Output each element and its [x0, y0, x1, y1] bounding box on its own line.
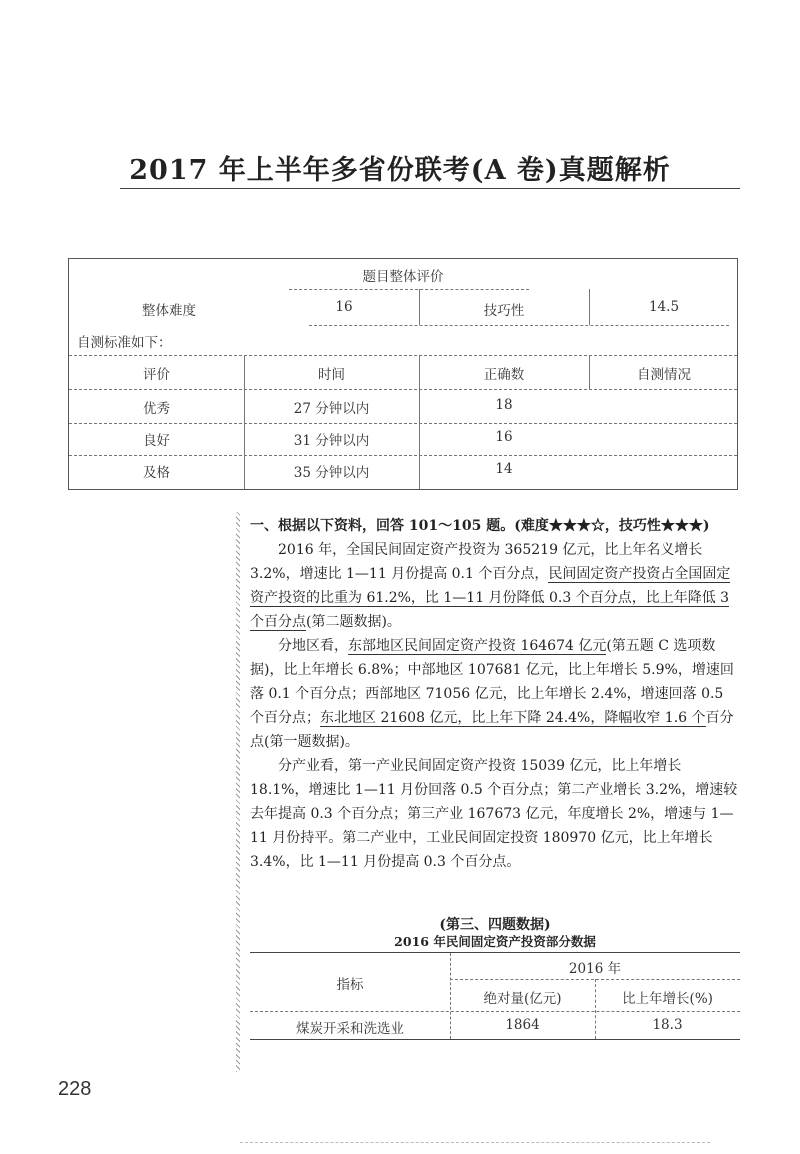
text-segment: 百分点(第一题数据)。: [250, 710, 734, 750]
text-segment: (第二题数据)。: [306, 614, 401, 630]
divider: [69, 389, 737, 390]
text-segment: 2016 年，全国民间固定资产投资为 365219 亿元，比上年名义增长 3.2%，增速比 1—11 月份提高 0.1 个百分点，: [250, 542, 703, 582]
col-time: 时间: [318, 367, 345, 383]
paragraph: [250, 538, 740, 634]
divider: [69, 355, 737, 356]
row-time: 27 分钟以内: [293, 401, 370, 417]
page-title: 2017 年上半年多省份联考(A 卷)真题解析: [129, 155, 671, 186]
data-table: [250, 952, 740, 1040]
difficulty-value: 16: [335, 299, 353, 315]
paragraph: [250, 634, 740, 754]
skill-value: 14.5: [648, 299, 680, 315]
row-rating: 优秀: [143, 401, 170, 417]
divider: [69, 455, 737, 456]
row-time: 35 分钟以内: [293, 465, 370, 481]
data-caption: (第三、四题数据): [439, 917, 551, 933]
evaluation-table: [68, 258, 738, 490]
skill-label: 技巧性: [483, 303, 525, 319]
standard-label: 自测标准如下：: [77, 335, 172, 351]
margin-border: [236, 512, 240, 1072]
row-rating: 及格: [143, 465, 170, 481]
underlined-text: 东北地区 21608 亿元，比上年下降 24.4%，降幅收窄 1.6 个: [320, 710, 706, 726]
col-correct: 正确数: [483, 367, 525, 383]
col-growth: 比上年增长(%): [622, 991, 713, 1007]
col-indicator: 指标: [336, 977, 364, 993]
footer-rule: [240, 1142, 710, 1143]
underlined-text: 东部地区民间固定资产投资 164674 亿元: [348, 638, 607, 654]
row-indicator: 煤炭开采和洗选业: [296, 1021, 404, 1037]
row-correct: 16: [495, 429, 513, 445]
table-title: 2016 年民间固定资产投资部分数据: [394, 934, 596, 949]
divider: [289, 289, 529, 290]
col-year: 2016 年: [568, 961, 622, 977]
difficulty-label: 整体难度: [142, 303, 196, 319]
title-underline: [120, 188, 740, 189]
row-rating: 良好: [143, 433, 170, 449]
row-correct: 18: [495, 397, 513, 413]
divider: [250, 1011, 740, 1012]
question-material: [250, 514, 740, 874]
page-number: 228: [58, 1078, 92, 1100]
col-self-test: 自测情况: [637, 367, 691, 383]
divider: [309, 325, 729, 326]
col-absolute: 绝对量(亿元): [483, 991, 562, 1007]
text-segment: (第五题 C 选项数据)，比上年增长 6.8%；中部地区 107681 亿元，比上年增长 5.9%，增速回落 0.1 个百分点；西部地区 71056 亿元，比上年增长 2.4%，增速回落 0.5 个百分点；: [250, 638, 734, 726]
row-time: 31 分钟以内: [293, 433, 370, 449]
underlined-text: 民间固定资产投资占全国固定资产投资的比重为 61.2%，比 1—11 月份降低 0.3 个百分点，比上年降低 3 个百分点: [250, 566, 731, 630]
col-rating: 评价: [143, 367, 170, 383]
text-segment: 分地区看，: [278, 638, 348, 654]
row-absolute: 1864: [505, 1017, 540, 1033]
section-heading: 一、根据以下资料，回答 101～105 题。(难度★★★☆，技巧性★★★): [250, 518, 710, 534]
row-growth: 18.3: [652, 1017, 683, 1033]
paragraph: 分产业看，第一产业民间固定资产投资 15039 亿元，比上年增长 18.1%，增速比 1—11 月份回落 0.5 个百分点；第二产业增长 3.2%，增速较去年提高 0.3 个百分点；第三产业 167673 亿元，年度增长 2%，增速与 1—11 月份持平。第二产业中，工业民间固定投资 180970 亿元，比上年增长 3.4%，比 1—11 月份提高 0.3 个百分点。: [250, 758, 738, 870]
row-correct: 14: [495, 461, 513, 477]
evaluation-caption: 题目整体评价: [362, 269, 444, 285]
divider: [69, 423, 737, 424]
